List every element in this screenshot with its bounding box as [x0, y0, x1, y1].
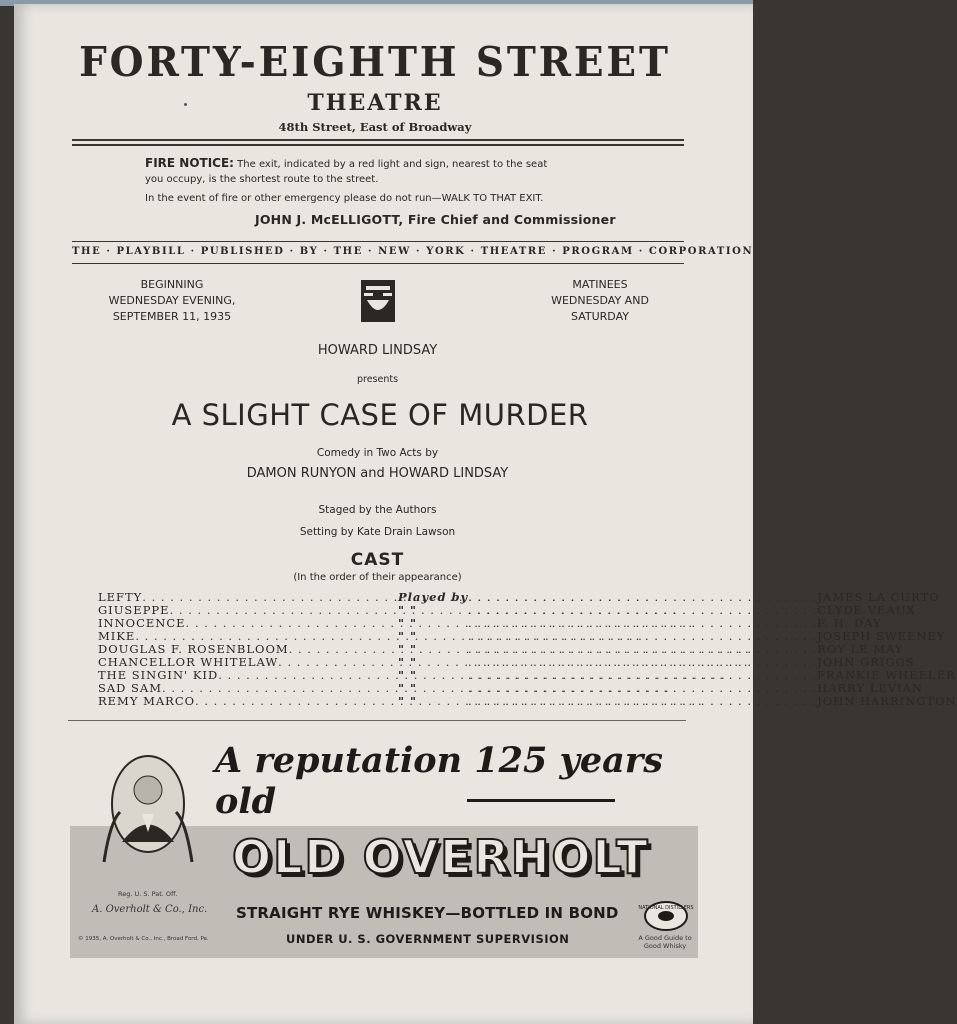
- cast-heading: CAST: [350, 550, 405, 570]
- play-title: A SLIGHT CASE OF MURDER: [171, 398, 589, 432]
- cast-row: [98, 694, 957, 708]
- fire-notice-text3: In the event of fire or other emergency please do not run—WALK TO THAT EXIT.: [145, 193, 544, 204]
- played-by: Played by: [398, 590, 469, 604]
- ditto-mark: " ": [398, 655, 417, 669]
- leader-dots: [468, 695, 817, 708]
- double-rule-bottom: [72, 144, 684, 146]
- setting-by: Setting by Kate Drain Lawson: [299, 526, 456, 538]
- reg-mark: Reg. U. S. Pat. Off.: [118, 890, 178, 898]
- begin-line1: BEGINNING: [140, 278, 204, 291]
- cast-role: MIKE: [98, 629, 136, 643]
- fire-notice-text2: you occupy, is the shortest route to the street.: [145, 174, 379, 185]
- playbill-line: THE · PLAYBILL · PUBLISHED · BY · THE · NEW · YORK · THEATRE · PROGRAM · CORPORATION: [72, 246, 754, 257]
- product-line: STRAIGHT RYE WHISKEY—BOTTLED IN BOND: [236, 904, 619, 922]
- seal-text: NATIONAL DISTILLERS: [638, 905, 694, 911]
- cast-role: LEFTY: [98, 590, 143, 604]
- national-distillers-seal-icon: [638, 900, 694, 932]
- cast-actor: FRANKIE WHEELER: [817, 668, 956, 682]
- authors: DAMON RUNYON and HOWARD LINDSAY: [246, 466, 509, 481]
- cast-actor: JOHN GRIGGS: [817, 655, 915, 669]
- tagline-underline: [467, 799, 615, 802]
- cast-actor: F. H. DAY: [817, 616, 882, 630]
- guide-text: A Good Guide to Good Whisky: [638, 934, 692, 950]
- fire-notice: [145, 156, 625, 206]
- ad-tagline: A reputation 125 years old: [215, 740, 663, 822]
- cast-role: DOUGLAS F. ROSENBLOOM: [98, 642, 289, 656]
- theatre-address: 48th Street, East of Broadway: [278, 120, 472, 134]
- cast-role: SAD SAM: [98, 681, 163, 695]
- staged-by: Staged by the Authors: [318, 504, 437, 516]
- matinee-line3: SATURDAY: [571, 310, 629, 323]
- brand-name: OLD OVERHOLT: [232, 830, 650, 884]
- theatre-subtitle: THEATRE: [307, 90, 443, 116]
- theatre-name: FORTY-EIGHTH STREET: [79, 38, 671, 86]
- cast-role: THE SINGIN' KID: [98, 668, 219, 682]
- playbill-rule-bottom: [72, 263, 684, 264]
- fire-notice-label: FIRE NOTICE:: [145, 156, 234, 170]
- paper-speck: [184, 103, 187, 106]
- cast-list: [98, 590, 957, 708]
- cast-actor: JOHN HARRINGTON: [817, 694, 957, 708]
- producer: HOWARD LINDSAY: [317, 343, 438, 358]
- ditto-mark: " ": [398, 681, 417, 695]
- playbill-logo-icon: [361, 280, 395, 322]
- cast-role: GIUSEPPE: [98, 603, 170, 617]
- ditto-mark: " ": [398, 642, 417, 656]
- supervision-line: UNDER U. S. GOVERNMENT SUPERVISION: [286, 932, 570, 946]
- cast-role: INNOCENCE: [98, 616, 186, 630]
- matinee-info: [530, 277, 670, 325]
- ditto-mark: " ": [398, 629, 417, 643]
- cast-subheading: (In the order of their appearance): [293, 572, 462, 583]
- cast-actor: ROY LE MAY: [817, 642, 904, 656]
- playbill-rule-top: [72, 241, 684, 242]
- begin-line3: SEPTEMBER 11, 1935: [112, 310, 232, 323]
- fire-notice-text1: The exit, indicated by a red light and sign, nearest to the seat: [237, 159, 548, 170]
- begin-line2: WEDNESDAY EVENING,: [108, 294, 236, 307]
- ad-separator: [68, 720, 686, 721]
- ditto-mark: " ": [398, 694, 417, 708]
- cast-actor: HARRY LEVIAN: [817, 681, 923, 695]
- founder-portrait: [100, 752, 196, 872]
- presents: presents: [356, 374, 399, 385]
- matinee-line2: WEDNESDAY AND: [551, 294, 649, 307]
- cast-actor: JAMES LA CURTO: [817, 590, 940, 604]
- opening-date: [92, 277, 252, 325]
- cast-actor: CLYDE VEAUX: [817, 603, 916, 617]
- cast-role: CHANCELLOR WHITELAW: [98, 655, 279, 669]
- fire-chief: JOHN J. McELLIGOTT, Fire Chief and Commissioner: [255, 212, 616, 227]
- matinee-line1: MATINEES: [572, 278, 628, 291]
- ditto-mark: " ": [398, 616, 417, 630]
- cast-role: REMY MARCO: [98, 694, 196, 708]
- ditto-mark: " ": [398, 668, 417, 682]
- ditto-mark: " ": [398, 603, 417, 617]
- genre: Comedy in Two Acts by: [316, 447, 439, 459]
- copyright: © 1935, A. Overholt & Co., Inc., Broad Ford, Pa.: [78, 936, 209, 942]
- double-rule-top: [72, 139, 684, 141]
- signature: A. Overholt & Co., Inc.: [92, 904, 208, 915]
- cast-actor: JOSEPH SWEENEY: [817, 629, 946, 643]
